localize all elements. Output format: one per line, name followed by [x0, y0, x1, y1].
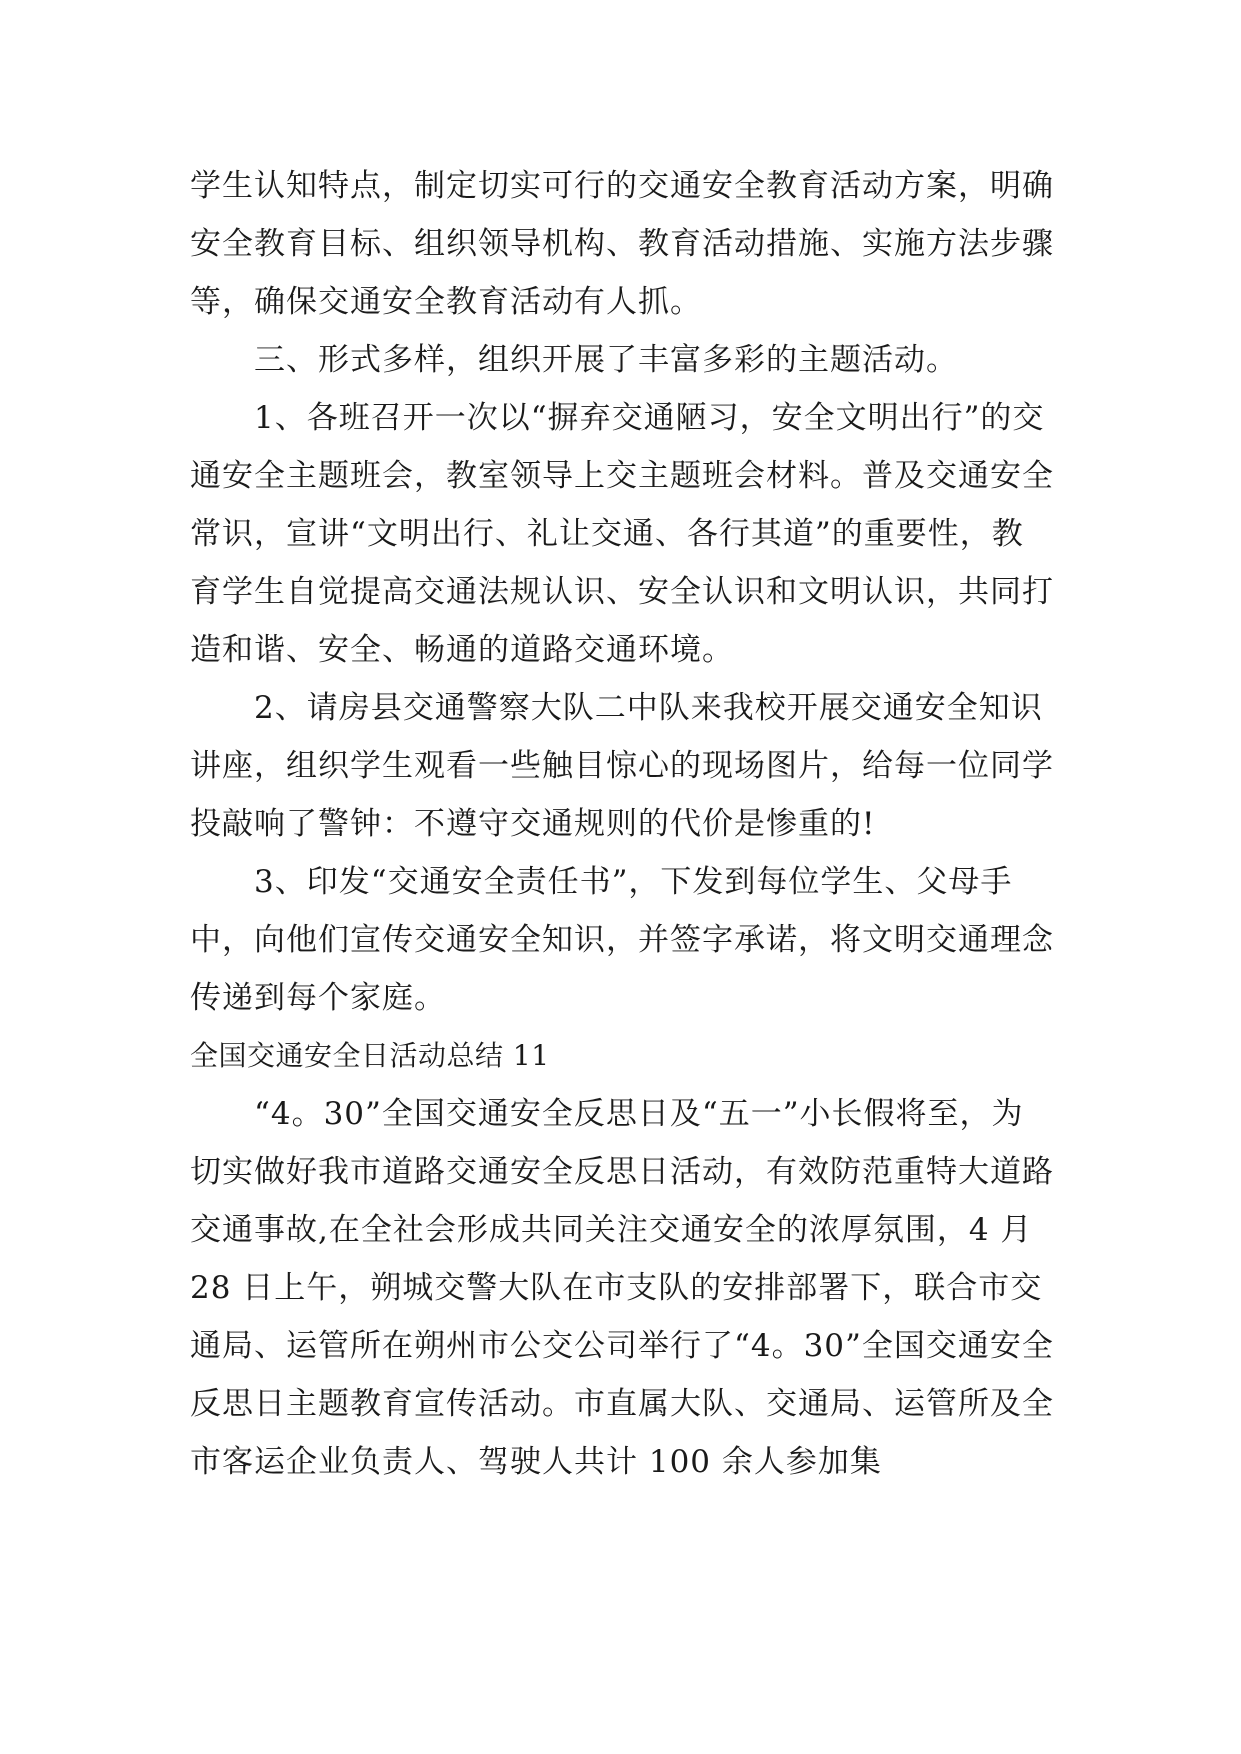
paragraph-item-3: 3、印发“交通安全责任书”，下发到每位学生、父母手中，向他们宣传交通安全知识，并签字承诺，将文明交通理念传递到每个家庭。	[190, 864, 1054, 1016]
paragraph-heading-three: 三、形式多样，组织开展了丰富多彩的主题活动。	[254, 342, 958, 378]
paragraph-item-2: 2、请房县交通警察大队二中队来我校开展交通安全知识讲座，组织学生观看一些触目惊心的现场图片，给每一位同学投敲响了警钟：不遵守交通规则的代价是惨重的!	[190, 690, 1054, 842]
paragraph-item-1: 1、各班召开一次以“摒弃交通陋习，安全文明出行”的交通安全主题班会，教室领导上交主题班会材料。普及交通安全常识，宣讲“文明出行、礼让交通、各行其道”的重要性，教育学生自觉提高交通法规认识、安全认识和文明认识，共同打造和谐、安全、畅通的道路交通环境。	[190, 400, 1054, 668]
paragraph-plan: 学生认知特点，制定切实可行的交通安全教育活动方案，明确安全教育目标、组织领导机构、教育活动措施、实施方法步骤等，确保交通安全教育活动有人抓。	[190, 168, 1054, 320]
paragraph-summary: “4。30”全国交通安全反思日及“五一”小长假将至，为切实做好我市道路交通安全反思日活动，有效防范重特大道路交通事故,在全社会形成共同关注交通安全的浓厚氛围，4 月 28 日上午，朔城交警大队在市支队的安排部署下，联合市交通局、运管所在朔州市公交公司举行了“4。30”全国交通安全反思日主题教育宣传活动。市直属大队、交通局、运管所及全市客运企业负责人、驾驶人共计 100 余人参加集	[190, 1096, 1054, 1480]
document-body	[190, 157, 1055, 1491]
section-title: 全国交通安全日活动总结 11	[190, 1039, 550, 1072]
